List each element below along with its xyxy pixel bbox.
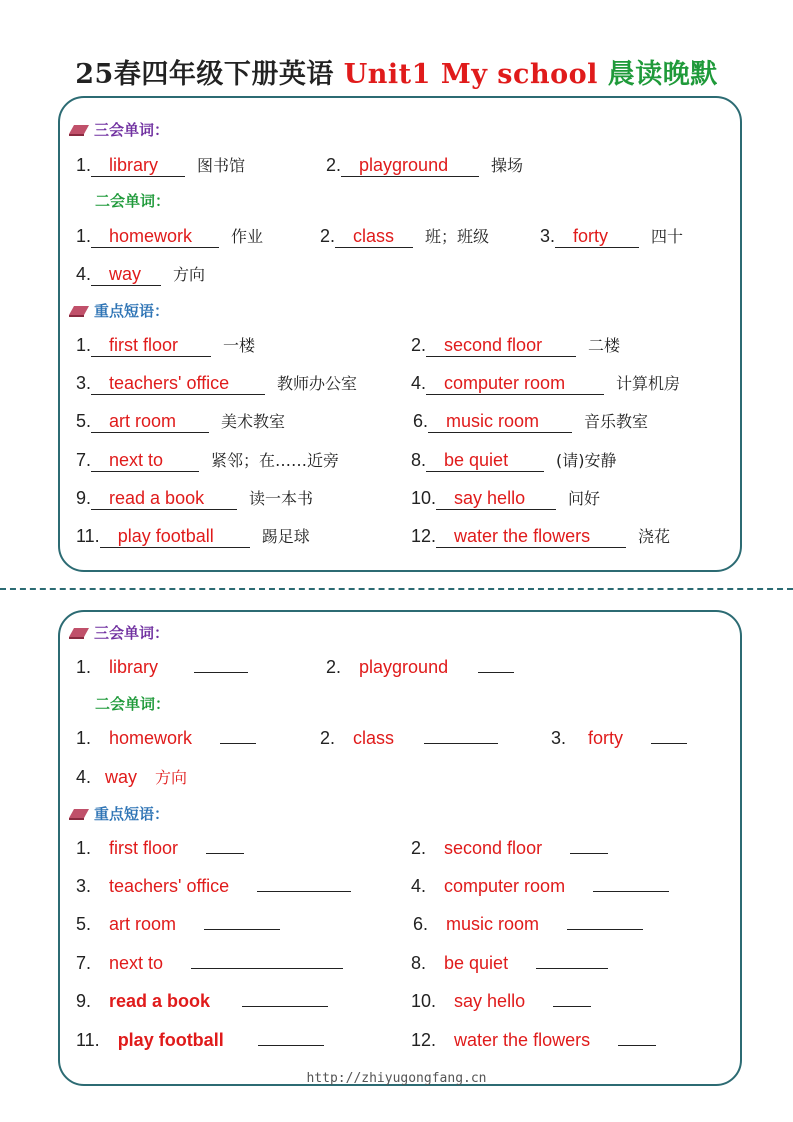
section-header-two: 二会单词：: [95, 192, 171, 210]
answer-blank[interactable]: computer room: [426, 372, 604, 395]
list-item: 3. forty 四十: [540, 226, 684, 246]
answer-blank[interactable]: second floor: [426, 334, 576, 357]
answer-blank[interactable]: art room: [91, 410, 209, 433]
list-item: 3. teachers' office 教师办公室: [76, 373, 358, 393]
list-item: 12. water the flowers 浇花: [411, 526, 671, 546]
section-header-phrases: 重点短语：: [68, 803, 169, 824]
list-item: 2. playground: [326, 656, 514, 678]
title-unit: Unit1 My school: [343, 59, 608, 90]
section-header-three: 三会单词：: [68, 622, 169, 643]
write-line[interactable]: [257, 875, 351, 892]
list-item: 8. be quiet (请)安静: [411, 450, 617, 470]
list-item: 7. next to: [76, 952, 343, 974]
list-item: 5. art room: [76, 913, 280, 935]
book-icon: [68, 123, 90, 137]
answer-blank[interactable]: homework: [91, 225, 219, 248]
answer-blank[interactable]: library: [91, 154, 185, 177]
list-item: 3. teachers' office: [76, 875, 351, 897]
cut-line-divider: [0, 588, 793, 590]
list-item: 8. be quiet: [411, 952, 608, 974]
write-line[interactable]: [570, 837, 608, 854]
title-suffix: 晨读晚默: [607, 59, 718, 90]
list-item: 10. say hello: [411, 990, 591, 1012]
write-line[interactable]: [194, 656, 248, 673]
answer-blank[interactable]: be quiet: [426, 449, 544, 472]
list-item: 11. play football 踢足球: [76, 526, 310, 546]
section-header-two: 二会单词：: [95, 695, 171, 713]
list-item: 7. next to 紧邻；在……近旁: [76, 450, 340, 470]
list-item: 2. playground 操场: [326, 155, 524, 175]
list-item: 6. music room: [413, 913, 643, 935]
answer-blank[interactable]: forty: [555, 225, 639, 248]
list-item: 9. read a book 读一本书: [76, 488, 314, 508]
page-title: [0, 52, 793, 91]
list-item: 4. computer room: [411, 875, 669, 897]
write-line[interactable]: [553, 990, 591, 1007]
list-item: 1. library 图书馆: [76, 155, 246, 175]
write-line[interactable]: [567, 913, 643, 930]
list-item: 1. first floor 一楼: [76, 335, 256, 355]
footer-url: http://zhiyugongfang.cn: [306, 1071, 487, 1086]
write-line[interactable]: [206, 837, 244, 854]
write-line[interactable]: [593, 875, 669, 892]
answer-blank[interactable]: next to: [91, 449, 199, 472]
list-item: 6. music room 音乐教室: [413, 411, 649, 431]
book-icon: [68, 626, 90, 640]
section-header-three: 三会单词：: [68, 119, 169, 140]
answer-blank[interactable]: water the flowers: [436, 525, 626, 548]
list-item: 2. second floor 二楼: [411, 335, 621, 355]
list-item: 2. second floor: [411, 837, 608, 859]
write-line[interactable]: [424, 727, 498, 744]
list-item: 4. way 方向: [76, 767, 188, 787]
title-prefix: 25春四年级下册英语: [75, 59, 344, 90]
answer-blank[interactable]: say hello: [436, 487, 556, 510]
write-line[interactable]: [204, 913, 280, 930]
section-header-phrases: 重点短语：: [68, 300, 169, 321]
write-line[interactable]: [220, 727, 256, 744]
list-item: 2. class 班；班级: [320, 226, 490, 246]
list-item: 4. way 方向: [76, 264, 206, 284]
answer-blank[interactable]: play football: [100, 525, 250, 548]
list-item: 10. say hello 问好: [411, 488, 601, 508]
list-item: 4. computer room 计算机房: [411, 373, 681, 393]
answer-blank[interactable]: teachers' office: [91, 372, 265, 395]
list-item: 11. play football: [76, 1029, 324, 1051]
write-line[interactable]: [651, 727, 687, 744]
answer-blank[interactable]: first floor: [91, 334, 211, 357]
list-item: 1. first floor: [76, 837, 244, 859]
list-item: 12. water the flowers: [411, 1029, 656, 1051]
write-line[interactable]: [478, 656, 514, 673]
book-icon: [68, 304, 90, 318]
list-item: 1. library: [76, 656, 248, 678]
list-item: 3. forty: [551, 727, 687, 749]
write-line[interactable]: [258, 1029, 324, 1046]
write-line[interactable]: [618, 1029, 656, 1046]
book-icon: [68, 807, 90, 821]
list-item: 5. art room 美术教室: [76, 411, 286, 431]
write-line[interactable]: [536, 952, 608, 969]
list-item: 1. homework: [76, 727, 256, 749]
list-item: 9. read a book: [76, 990, 328, 1012]
write-line[interactable]: [191, 952, 343, 969]
write-line[interactable]: [242, 990, 328, 1007]
answer-blank[interactable]: way: [91, 263, 161, 286]
answer-blank[interactable]: playground: [341, 154, 479, 177]
list-item: 1. homework 作业: [76, 226, 264, 246]
answer-blank[interactable]: class: [335, 225, 413, 248]
answer-blank[interactable]: read a book: [91, 487, 237, 510]
answer-blank[interactable]: music room: [428, 410, 572, 433]
list-item: 2. class: [320, 727, 498, 749]
